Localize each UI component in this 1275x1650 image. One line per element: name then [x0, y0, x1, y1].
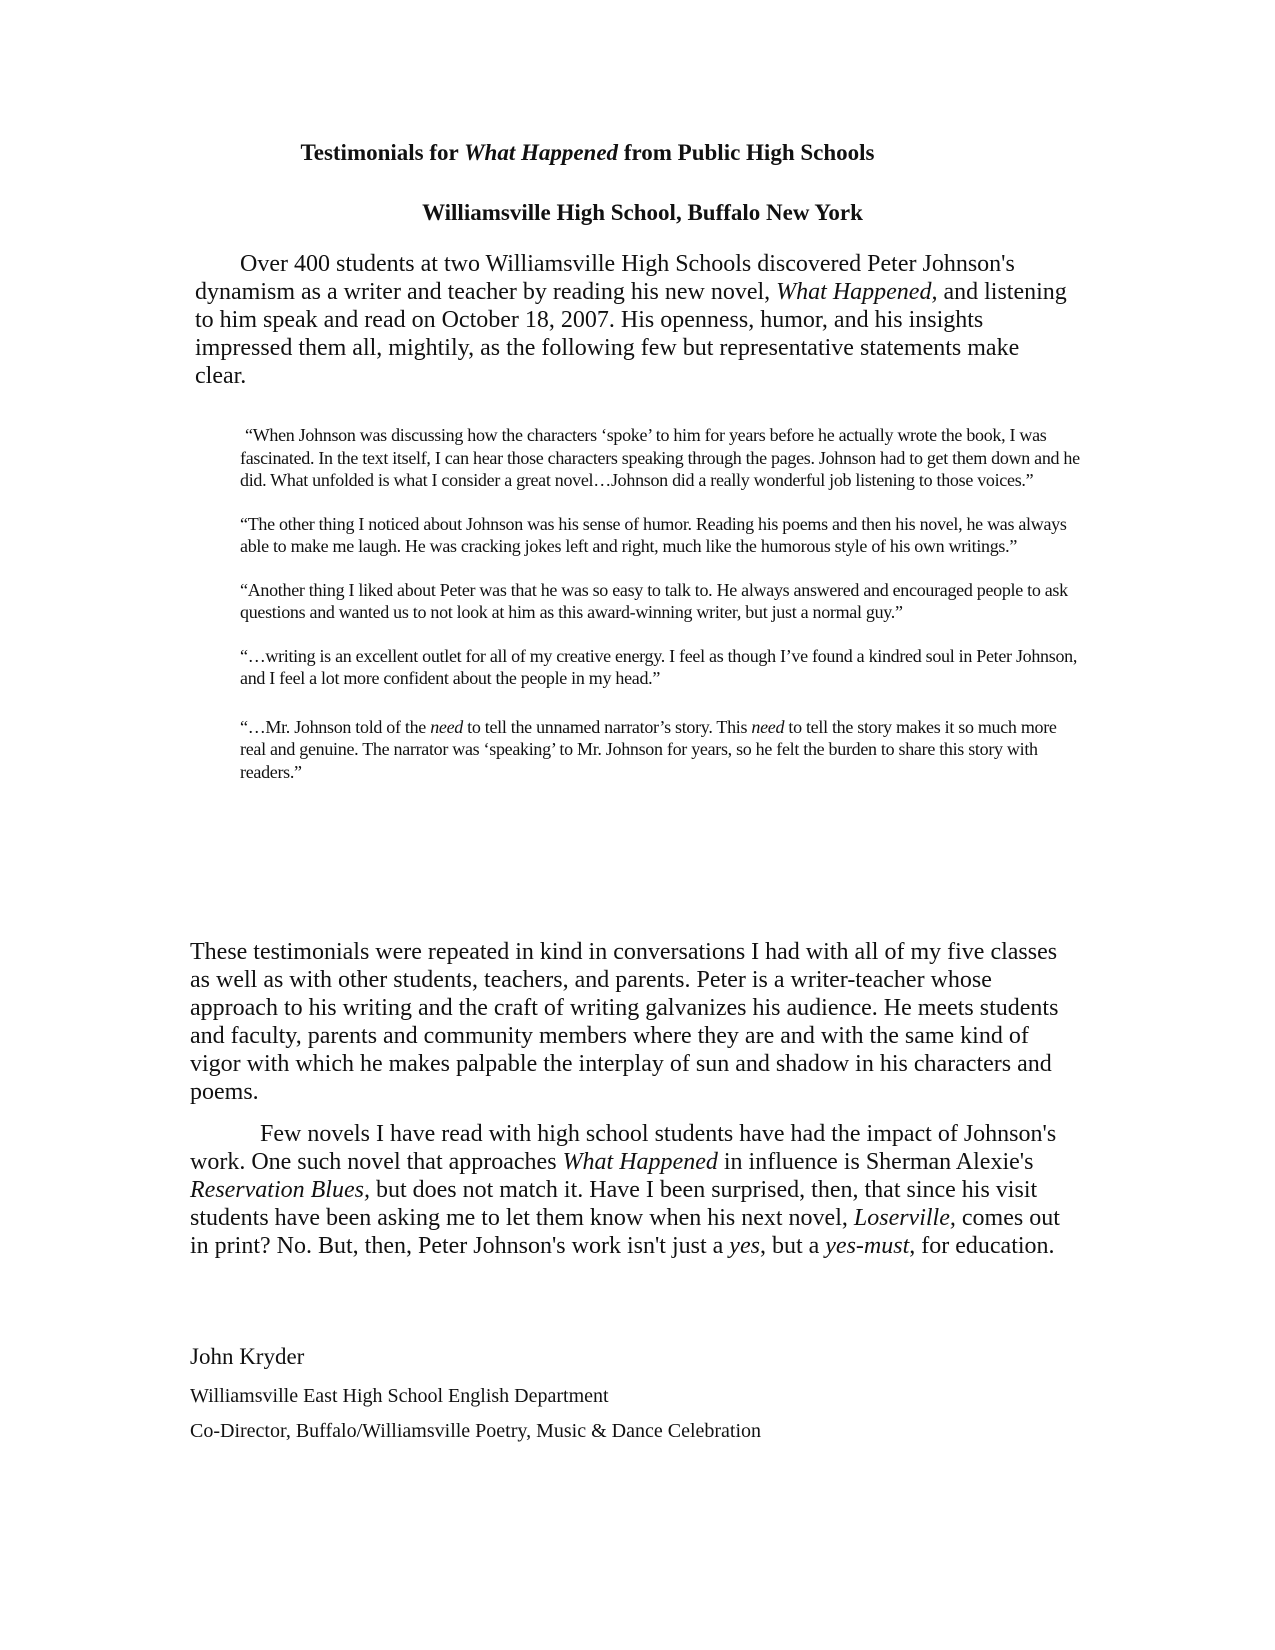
testimonial-quotes	[240, 424, 1080, 804]
para3-text-d: comes out in print? No. But, then, Peter Johnson's work isn't just a	[190, 1205, 1060, 1259]
signature-title: Co-Director, Buffalo/Williamsville Poetry, Music & Dance Celebration	[190, 1420, 762, 1442]
para3-italic-2: Reservation Blues,	[190, 1177, 370, 1203]
para3-text-a: Few novels I have read with high school students have had the impact of Johnson's work. One such novel that approaches	[190, 1121, 1057, 1175]
intro-text-1: Over 400 students at two Williamsville High Schools discovered Peter Johnson's dynamism as a writer and teacher by reading his new novel,	[195, 251, 1015, 305]
title-suffix: from Public High Schools	[618, 140, 875, 165]
testimonial-quote-5	[240, 716, 1080, 784]
title-book-name: What Happened	[464, 140, 619, 165]
para3-italic-3: Loserville,	[853, 1205, 956, 1231]
para3-italic-5: yes-must	[825, 1233, 910, 1259]
quote-5-text-a: “…Mr. Johnson told of the	[240, 716, 431, 737]
para3-text-e: , but a	[759, 1233, 826, 1259]
signature-department: Williamsville East High School English Department	[190, 1385, 609, 1407]
document-subtitle: Williamsville High School, Buffalo New York	[422, 200, 863, 225]
testimonial-quote-2: “The other thing I noticed about Johnson was his sense of humor. Reading his poems and then his novel, he was always able to make me laugh. He was cracking jokes left and right, much like the humorous style of his own writings.”	[240, 513, 1067, 556]
intro-book-name: What Happened,	[776, 279, 938, 305]
quote-5-need-1: need	[430, 716, 463, 737]
testimonial-quote-3: “Another thing I liked about Peter was that he was so easy to talk to. He always answered and encouraged people to ask questions and wanted us to not look at him as this award-winning writer, but just a normal guy.”	[240, 579, 1068, 622]
body-paragraph-3	[190, 1120, 1070, 1260]
para3-text-b: in influence is Sherman Alexie's	[717, 1149, 1034, 1175]
intro-paragraph	[195, 250, 1075, 390]
quote-5-need-2: need	[751, 716, 785, 737]
para3-text-f: , for education.	[909, 1233, 1055, 1259]
para3-italic-4: yes	[729, 1233, 760, 1259]
signature-name: John Kryder	[190, 1344, 305, 1369]
testimonial-quote-1: “When Johnson was discussing how the characters ‘spoke’ to him for years before he actually wrote the book, I was fascinated. In the text itself, I can hear those characters speaking through the pages. Johnson had to get them down and he did. What unfolded is what I consider a great novel…Johnson did a really wonderful job listening to those voices.”	[240, 425, 1080, 490]
body-paragraph-2: These testimonials were repeated in kind in conversations I had with all of my five classes as well as with other students, teachers, and parents. Peter is a writer-teacher whose approach to his writing and the craft of writing galvanizes his audience. He meets students and faculty, parents and community members where they are and with the same kind of vigor with which he makes palpable the interplay of sun and shadow in his characters and poems.	[190, 939, 1059, 1105]
para3-italic-1: What Happened	[562, 1149, 718, 1175]
quote-5-text-b: to tell the unnamed narrator’s story. This	[462, 716, 752, 737]
title-prefix: Testimonials for	[300, 140, 465, 165]
document-title	[0, 140, 1275, 166]
intro-text-2: and listening to him speak and read on October 18, 2007. His openness, humor, and his insights impressed them all, mightily, as the following few but representative statements make clear.	[195, 279, 1067, 389]
para3-text-c: but does not match it. Have I been surprised, then, that since his visit students have been asking me to let them know when his next novel,	[190, 1177, 1038, 1231]
testimonial-quote-4: “…writing is an excellent outlet for all of my creative energy. I feel as though I’ve found a kindred soul in Peter Johnson, and I feel a lot more confident about the people in my head.”	[240, 645, 1078, 688]
quote-5-text-c: to tell the story makes it so much more real and genuine. The narrator was ‘speaking’ to Mr. Johnson for years, so he felt the burden to share this story with readers.”	[240, 716, 1057, 782]
